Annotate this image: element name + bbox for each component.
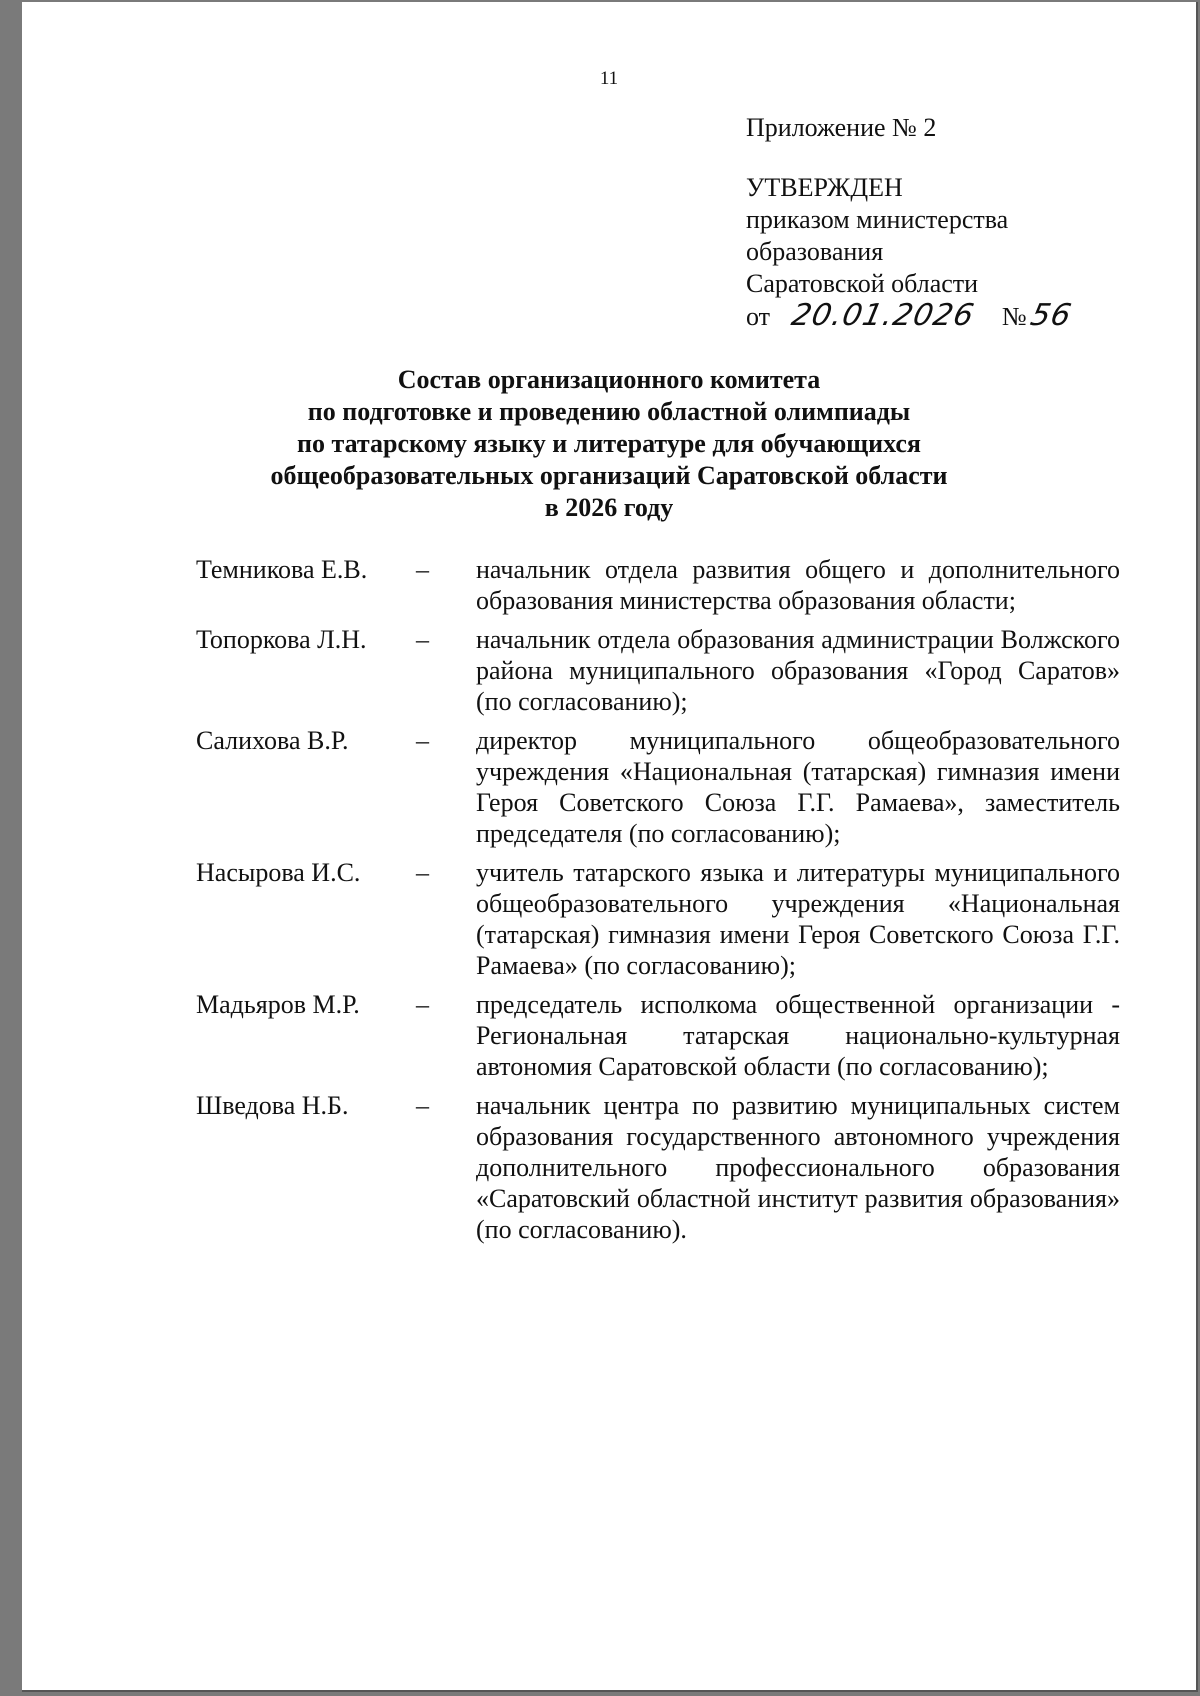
approved-label: УТВЕРЖДЕН: [746, 173, 903, 202]
title-line-4: общеобразовательных организаций Саратовской области: [270, 461, 948, 490]
title-line-3: по татарскому языку и литературе для обучающихся: [297, 429, 921, 458]
document-title: [22, 364, 1196, 524]
approval-line-1: приказом министерства: [746, 205, 1009, 234]
member-dash: –: [416, 1091, 429, 1120]
member-dash: –: [416, 858, 429, 887]
approval-block: [746, 112, 1075, 333]
title-line-5: в 2026 году: [544, 493, 674, 522]
member-name: Салихова В.Р.: [196, 726, 349, 755]
title-line-2: по подготовке и проведению областной олимпиады: [307, 397, 911, 426]
member-role: директор муниципального общеобразовательного учреждения «Национальная (татарская) гимназия имени Героя Советского Союза Г.Г. Рамаева», заместитель председателя (по согласованию);: [476, 726, 1120, 848]
member-row: [196, 554, 1120, 616]
member-role: начальник центра по развитию муниципальных систем образования государственного автономного учреждения дополнительного профессионального образования «Саратовский областной институт развития образования» (по согласованию).: [476, 1091, 1120, 1244]
member-dash: –: [416, 990, 429, 1019]
member-dash: –: [416, 726, 429, 755]
approval-line-3: Саратовской области: [746, 269, 979, 298]
handwritten-number: 56: [1027, 298, 1075, 333]
approval-line-2: образования: [746, 237, 884, 266]
member-row: [196, 1090, 1120, 1245]
member-row: [196, 989, 1120, 1082]
member-name: Топоркова Л.Н.: [196, 625, 367, 654]
member-row: [196, 725, 1120, 849]
member-role: начальник отдела развития общего и дополнительного образования министерства образования области;: [476, 555, 1120, 615]
handwritten-date: 20.01.2026: [788, 298, 978, 333]
member-name: Темникова Е.В.: [196, 555, 368, 584]
member-role: председатель исполкома общественной организации - Региональная татарская национально-культурная автономия Саратовской области (по согласованию);: [476, 990, 1120, 1081]
from-label: от: [746, 302, 771, 331]
committee-roster: [196, 554, 1120, 1253]
member-row: [196, 624, 1120, 717]
approval-date-row: [746, 298, 1075, 333]
member-dash: –: [416, 625, 429, 654]
member-row: [196, 857, 1120, 981]
member-name: Мадьяров М.Р.: [196, 990, 360, 1019]
title-line-1: Состав организационного комитета: [397, 365, 821, 394]
page-number: 11: [599, 68, 619, 89]
member-name: Шведова Н.Б.: [196, 1091, 349, 1120]
member-role: начальник отдела образования администрации Волжского района муниципального образования «Город Саратов» (по согласованию);: [476, 625, 1120, 716]
number-label: №: [1001, 302, 1027, 331]
member-role: учитель татарского языка и литературы муниципального общеобразовательного учреждения «Национальная (татарская) гимназия имени Героя Советского Союза Г.Г. Рамаева» (по согласованию);: [476, 858, 1120, 980]
member-name: Насырова И.С.: [196, 858, 361, 887]
member-dash: –: [416, 555, 429, 584]
document-page: [22, 2, 1198, 1692]
appendix-label: Приложение № 2: [746, 113, 937, 142]
